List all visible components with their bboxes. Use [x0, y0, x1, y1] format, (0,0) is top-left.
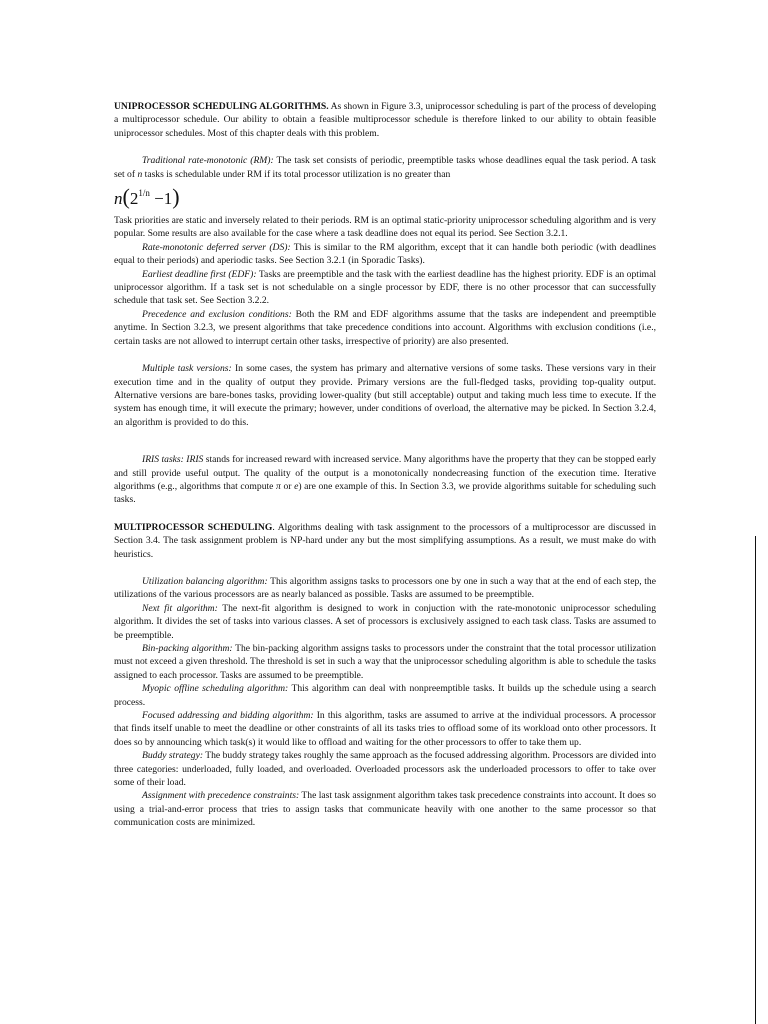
paragraph-text: . Algorithms dealing with task assignment to the processors of a multiprocessor are discussed in Section 3.4. The task assignment problem is NP-hard under any but the most simplifying assumptions. As a result, we must make do with heuristics. — [114, 521, 656, 560]
term-lead: Next fit algorithm: — [142, 602, 218, 614]
paragraph-uniprocessor-intro — [114, 100, 656, 140]
section-heading: MULTIPROCESSOR SCHEDULING — [114, 521, 273, 533]
paragraph-utilization-balancing — [114, 575, 656, 602]
paragraph-rm-continued: Task priorities are static and inversely related to their periods. RM is an optimal static-priority uniprocessor scheduling algorithm and is very popular. Some results are also available for the case where a task deadline does not equal its period. See Section 3.2.1. — [114, 215, 656, 240]
paragraph-precedence-assignment — [114, 789, 656, 829]
term-lead: Focused addressing and bidding algorithm: — [142, 710, 314, 722]
paragraph-myopic — [114, 682, 656, 709]
paragraph-precedence — [114, 308, 656, 348]
paragraph-iris: IRIS tasks: IRIS stands for increased reward with increased service. Many algorithms have the property that they can be stopped early and still provide useful output. The quality of the output is a monotonically nondecreasing function of the execution time. Iterative algorithms (e.g., algorithms that compute π or e) are one example of this. In Section 3.3, we provide algorithms suitable for scheduling such tasks. — [114, 454, 656, 506]
term-lead: Myopic offline scheduling algorithm: — [142, 683, 289, 695]
term-lead: Assignment with precedence constraints: — [142, 790, 300, 802]
term-lead: Earliest deadline first (EDF): — [142, 268, 257, 280]
paragraph-focused-addressing — [114, 709, 656, 749]
math-pi: π — [276, 480, 281, 492]
paragraph-text: This algorithm can deal with nonpreemptible tasks. It builds up the schedule using a search process. — [114, 683, 656, 708]
paragraph-text: ) are one example of this. In Section 3.3, we provide algorithms suitable for scheduling such tasks. — [114, 480, 656, 506]
paragraph-text: The last task assignment algorithm takes task precedence constraints into account. It does so using a trial-and-error process that tries to assign tasks that communicate heavily with one another to the same processor so that communication costs are minimized. — [114, 790, 656, 829]
paragraph-text: The buddy strategy takes roughly the same approach as the focused addressing algorithm. Processors are divided into three categories: underloaded, fully loaded, and overloaded. Overloaded processors ask the underloaded processors to offer to take over some of their load. — [114, 750, 656, 789]
term-lead: Precedence and exclusion conditions: — [142, 308, 292, 320]
paragraph-text: In this algorithm, tasks are assumed to arrive at the individual processors. A processor that finds itself unable to meet the deadline or other constraints of all its tasks tries to offload some of its workload onto other processors. It does so by announcing which task(s) it would like to offload and waiting for the other processors to offer to take them up. — [114, 710, 656, 748]
paragraph-rm — [114, 154, 656, 181]
term-lead: Utilization balancing algorithm: — [142, 575, 268, 587]
paragraph-text: Both the RM and EDF algorithms assume that the tasks are independent and preemptible anytime. In Section 3.2.3, we present algorithms that take precedence conditions into account. Algorithms with exclusion conditions (i.e., certain tasks are not allowed to interrupt certain other tasks, irrespective of priority) are also presented. — [114, 308, 656, 347]
paragraph-text: tasks is schedulable under RM if its total processor utilization is no greater than — [142, 168, 451, 180]
paragraph-buddy — [114, 749, 656, 789]
term-lead: Traditional rate-monotonic (RM): — [142, 155, 274, 167]
paragraph-text: Tasks are preemptible and the task with the earliest deadline has the highest priority. EDF is an optimal uniprocessor algorithm. If a task set is not schedulable on a single processor by EDF, there is no other processor that can successfully schedule that task set. See Section 3.2.2. — [114, 268, 656, 307]
paragraph-edf — [114, 268, 656, 308]
term-lead: Multiple task versions: — [142, 363, 232, 375]
paragraph-text: In some cases, the system has primary and alternative versions of some tasks. These versions vary in their execution time and in the quality of output they provide. Primary versions are the full-fledged tasks, providing top-quality output. Alternative versions are bare-bones tasks, providing lower-quality (but still acceptable) output and taking much less time to execute. If the system has enough time, it will execute the primary; however, under conditions of overload, the alternative may be picked. In Section 3.2.4, an algorithm is provided to do this. — [114, 363, 656, 428]
paragraph-multiprocessor-intro — [114, 521, 656, 561]
math-variable: n — [137, 168, 143, 180]
term-lead: Buddy strategy: — [142, 750, 204, 762]
term-lead: IRIS tasks: IRIS — [142, 454, 204, 466]
paragraph-bin-packing — [114, 642, 656, 682]
document-page — [114, 100, 656, 830]
term-lead: Bin-packing algorithm: — [142, 643, 233, 654]
paragraph-text: This is similar to the RM algorithm, except that it can handle both periodic (with deadlines equal to their periods) and aperiodic tasks. See Section 3.2.1 (in Sporadic Tasks). — [114, 241, 656, 267]
section-heading: UNIPROCESSOR SCHEDULING ALGORITHMS. — [114, 101, 329, 112]
paragraph-next-fit — [114, 602, 656, 642]
term-lead: Rate-monotonic deferred server (DS): — [142, 241, 291, 253]
paragraph-text: The bin-packing algorithm assigns tasks to processors under the constraint that the total processor utilization must not exceed a given threshold. The threshold is set in such a way that the uniprocessor scheduling algorithm is able to schedule the tasks assigned to each processor. Tasks are assumed to be preemptible. — [114, 643, 656, 681]
paragraph-text: stands for increased reward with increased service. Many algorithms have the property that they can be stopped early and still provide useful output. The quality of the output is a monotonically nondecreasing function of the execution time. Iterative algorithms (e.g., algorithms that compute — [114, 454, 656, 492]
paragraph-text: This algorithm assigns tasks to processors one by one in such a way that at the end of each step, the utilizations of the various processors are as nearly balanced as possible. Tasks are assumed to be preemptible. — [114, 575, 656, 601]
math-e: e — [294, 480, 299, 492]
paragraph-text: The task set consists of periodic, preemptible tasks whose deadlines equal the task period. A task set of — [114, 155, 656, 180]
utilization-bound-formula: $n(2^{1/n} -1)$ — [114, 184, 180, 210]
margin-rule — [755, 536, 756, 1024]
paragraph-text: The next-fit algorithm is designed to work in conjuction with the rate-monotonic uniprocessor scheduling algorithm. It divides the set of tasks into various classes. A set of processors is exclusively assigned to each task class. Tasks are assumed to be preemptible. — [114, 602, 656, 641]
paragraph-text: As shown in Figure 3.3, uniprocessor scheduling is part of the process of developing a multiprocessor schedule. Our ability to obtain a feasible multiprocessor schedule is therefore linked to our ability to obtain feasible uniprocessor schedules. Most of this chapter deals with this problem. — [114, 101, 656, 139]
paragraph-multiple-versions — [114, 362, 656, 429]
paragraph-ds — [114, 241, 656, 268]
